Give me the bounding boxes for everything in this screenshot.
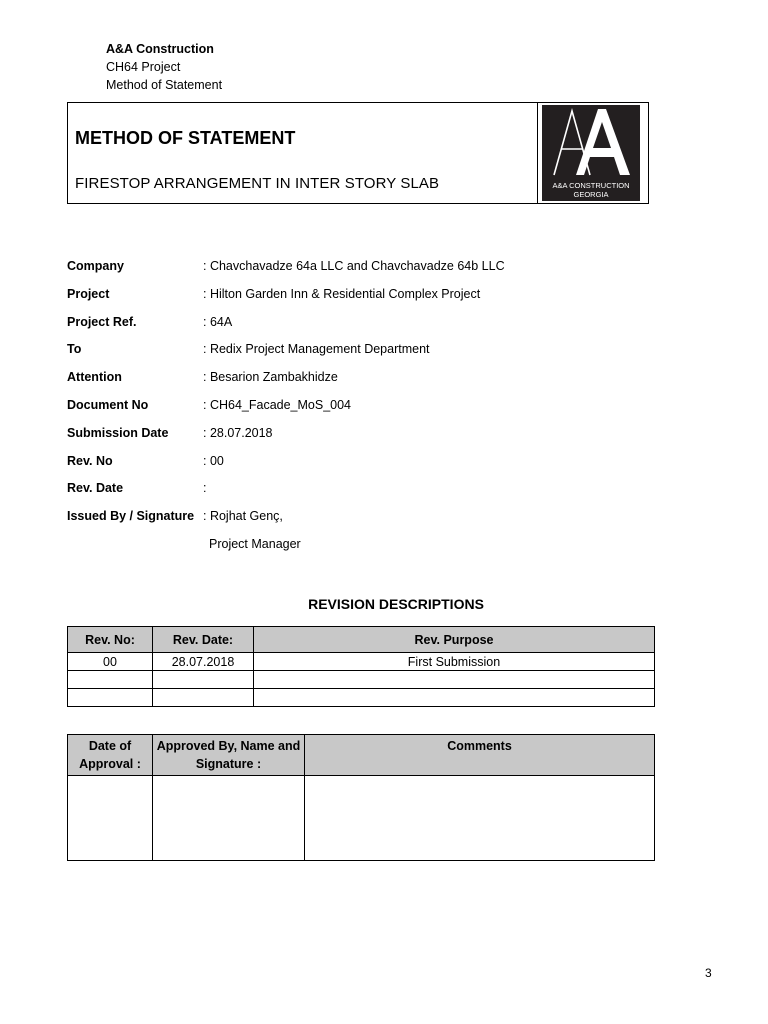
- info-label: Rev. No: [67, 453, 113, 468]
- info-label: To: [67, 342, 82, 357]
- column-header: Rev. Purpose: [254, 627, 655, 653]
- table-cell: [305, 776, 655, 861]
- info-value: : CH64_Facade_MoS_004: [203, 397, 352, 412]
- approval-table: [67, 734, 655, 861]
- info-label: Document No: [67, 397, 149, 412]
- title-divider: [537, 103, 538, 203]
- column-header: Comments: [305, 735, 655, 776]
- company-logo: [542, 105, 640, 201]
- table-cell: 28.07.2018: [153, 653, 254, 671]
- info-value: : Rojhat Genç,: [203, 509, 283, 524]
- revision-header-row: [68, 627, 655, 653]
- document-subtitle: FIRESTOP ARRANGEMENT IN INTER STORY SLAB: [75, 175, 440, 192]
- document-header: [106, 40, 222, 94]
- info-label: Project Ref.: [67, 314, 137, 329]
- table-cell: [153, 776, 305, 861]
- info-value: : Besarion Zambakhidze: [203, 370, 338, 385]
- table-cell: [68, 776, 153, 861]
- column-header: Date of Approval :: [68, 735, 153, 776]
- page-number: 3: [705, 966, 712, 980]
- info-value: : Hilton Garden Inn & Residential Complex Project: [203, 286, 481, 301]
- table-cell: [68, 671, 153, 689]
- revision-title: REVISION DESCRIPTIONS: [308, 596, 484, 612]
- table-cell: [254, 689, 655, 707]
- table-row: [68, 689, 655, 707]
- info-value: : Redix Project Management Department: [203, 342, 430, 357]
- info-value: :: [203, 481, 207, 496]
- info-label: Submission Date: [67, 425, 169, 440]
- info-label: Rev. Date: [67, 481, 124, 496]
- project-name: CH64 Project: [106, 60, 181, 74]
- logo-line-1: A&A CONSTRUCTION: [552, 181, 630, 190]
- info-value: : 64A: [203, 314, 233, 329]
- table-cell: [254, 671, 655, 689]
- company-name: A&A Construction: [106, 42, 214, 56]
- info-label: Project: [67, 286, 110, 301]
- info-value: : Chavchavadze 64a LLC and Chavchavadze 64b LLC: [203, 259, 505, 273]
- table-cell: First Submission: [254, 653, 655, 671]
- title-box: [67, 102, 649, 204]
- info-value: : 00: [203, 453, 224, 468]
- column-header: Rev. Date:: [153, 627, 254, 653]
- info-value: : 28.07.2018: [203, 425, 273, 440]
- info-label: Company: [67, 259, 124, 273]
- table-cell: 00: [68, 653, 153, 671]
- table-cell: [153, 671, 254, 689]
- revision-table: [67, 626, 655, 707]
- info-label: Attention: [67, 370, 122, 385]
- table-cell: [68, 689, 153, 707]
- column-header: Approved By, Name and Signature :: [153, 735, 305, 776]
- aa-logo-icon: [542, 105, 640, 181]
- document-title: METHOD OF STATEMENT: [75, 128, 296, 148]
- table-row: [68, 671, 655, 689]
- doc-type: Method of Statement: [106, 78, 223, 92]
- logo-line-2: GEORGIA: [573, 190, 609, 199]
- table-row: [68, 776, 655, 861]
- column-header: Rev. No:: [68, 627, 153, 653]
- info-label: Issued By / Signature: [67, 509, 195, 524]
- approval-header-row: [68, 735, 655, 776]
- issuer-title: Project Manager: [209, 536, 301, 551]
- table-row: [68, 653, 655, 671]
- table-cell: [153, 689, 254, 707]
